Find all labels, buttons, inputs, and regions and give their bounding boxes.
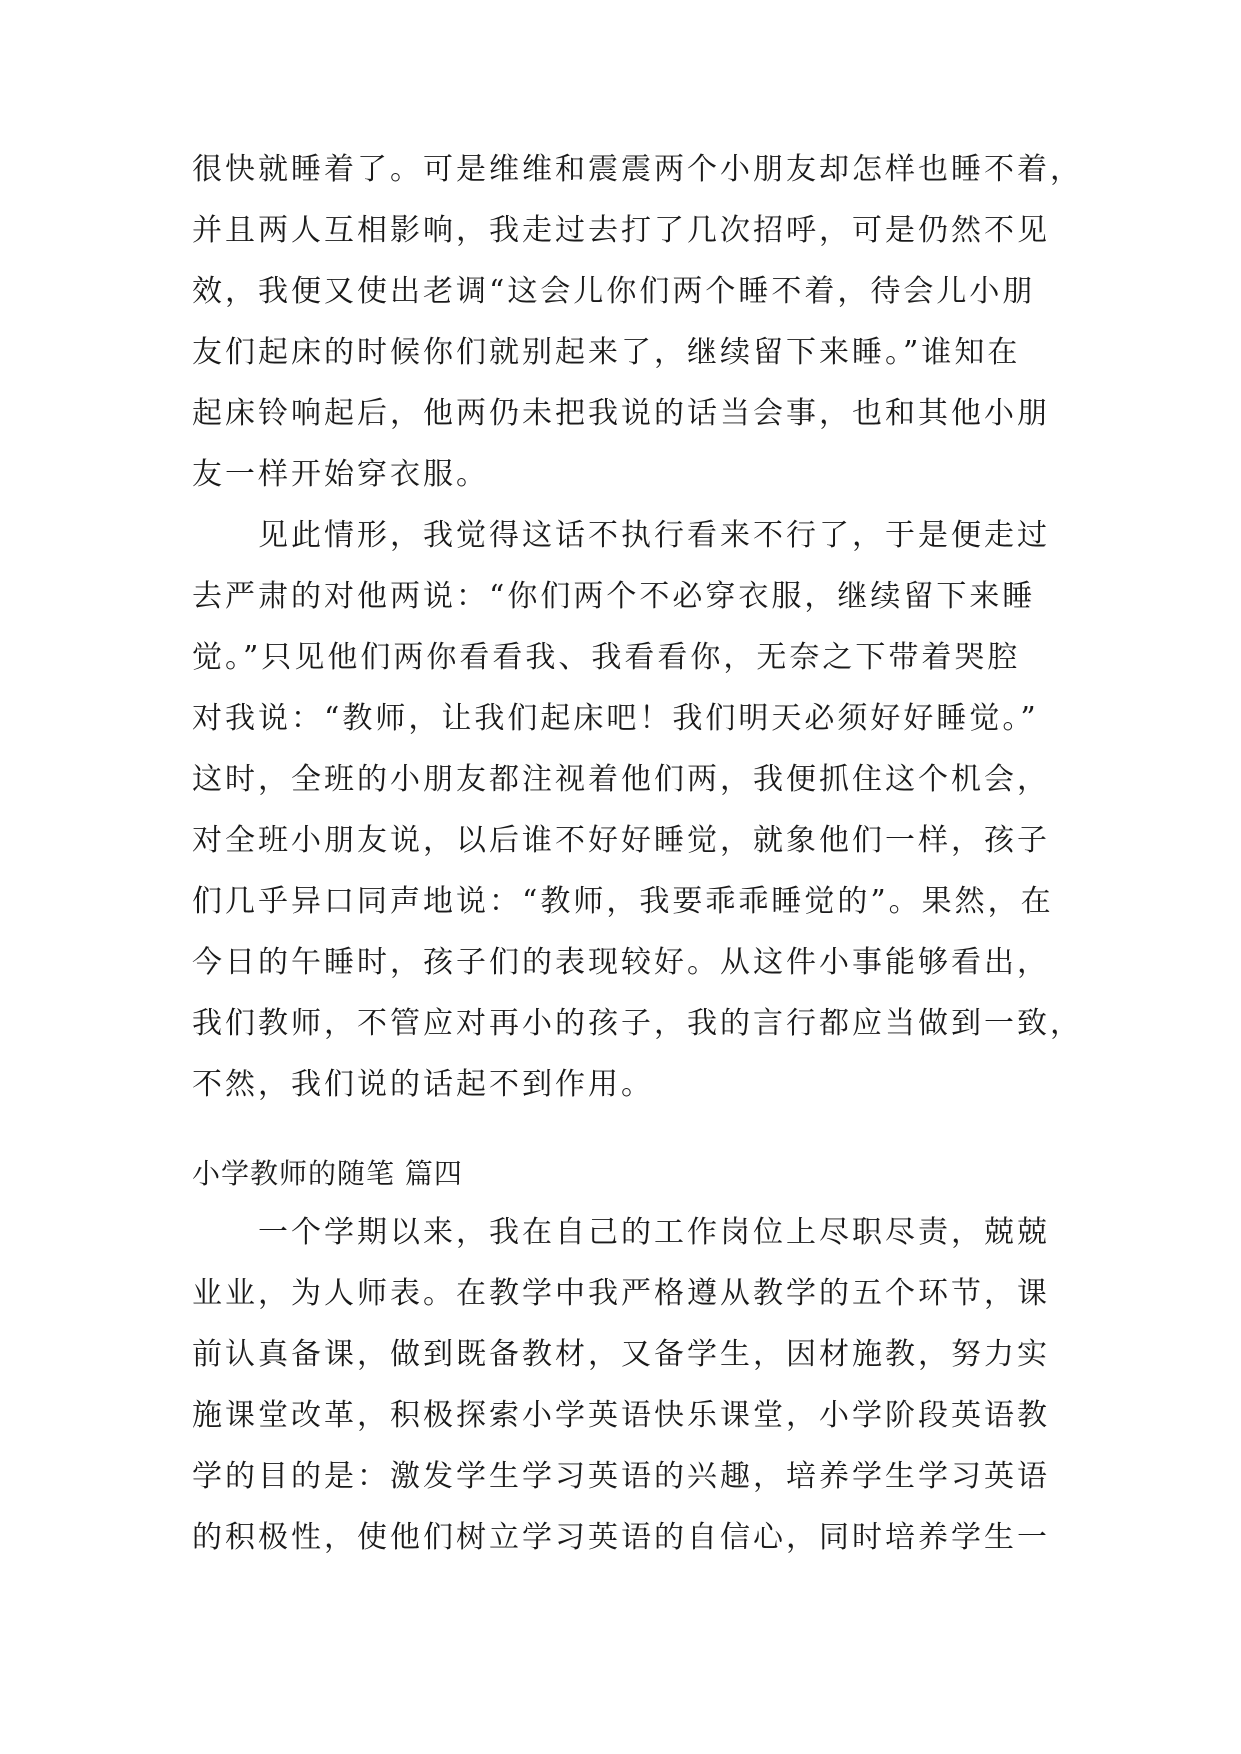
text-line: 施课堂改革，积极探索小学英语快乐课堂，小学阶段英语教 [192,1398,1050,1433]
text-line: 的积极性，使他们树立学习英语的自信心，同时培养学生一 [192,1520,1050,1555]
text-line: 起床铃响起后，他两仍未把我说的话当会事，也和其他小朋 [192,396,1050,431]
text-line: 我们教师，不管应对再小的孩子，我的言行都应当做到一致， [192,1006,1083,1041]
text-line: 觉。”只见他们两你看看我、我看看你，无奈之下带着哭腔 [192,640,1021,675]
text-line: 去严肃的对他两说：“你们两个不必穿衣服，继续留下来睡 [192,579,1036,614]
text-line: 并且两人互相影响，我走过去打了几次招呼，可是仍然不见 [192,213,1050,248]
text-line: 很快就睡着了。可是维维和震震两个小朋友却怎样也睡不着， [192,152,1083,187]
text-line: 不然，我们说的话起不到作用。 [192,1067,654,1102]
text-line: 对全班小朋友说，以后谁不好好睡觉，就象他们一样，孩子 [192,823,1050,858]
text-line: 这时，全班的小朋友都注视着他们两，我便抓住这个机会， [192,762,1050,797]
text-line: 学的目的是：激发学生学习英语的兴趣，培养学生学习英语 [192,1459,1050,1494]
text-line: 效，我便又使出老调“这会儿你们两个睡不着，待会儿小朋 [192,274,1036,309]
text-line: 友们起床的时候你们就别起来了，继续留下来睡。”谁知在 [192,335,1021,370]
text-line: 业业，为人师表。在教学中我严格遵从教学的五个环节，课 [192,1276,1050,1311]
text-line: 今日的午睡时，孩子们的表现较好。从这件小事能够看出， [192,945,1050,980]
section-heading: 小学教师的随笔 篇四 [192,1157,463,1190]
text-line: 对我说：“教师，让我们起床吧！我们明天必须好好睡觉。” [192,701,1039,736]
text-line: 一个学期以来，我在自己的工作岗位上尽职尽责，兢兢 [192,1215,1050,1250]
text-line: 前认真备课，做到既备教材，又备学生，因材施教，努力实 [192,1337,1050,1372]
text-line: 见此情形，我觉得这话不执行看来不行了，于是便走过 [192,518,1050,553]
text-line: 友一样开始穿衣服。 [192,457,489,492]
text-line: 们几乎异口同声地说：“教师，我要乖乖睡觉的”。果然，在 [192,884,1054,919]
